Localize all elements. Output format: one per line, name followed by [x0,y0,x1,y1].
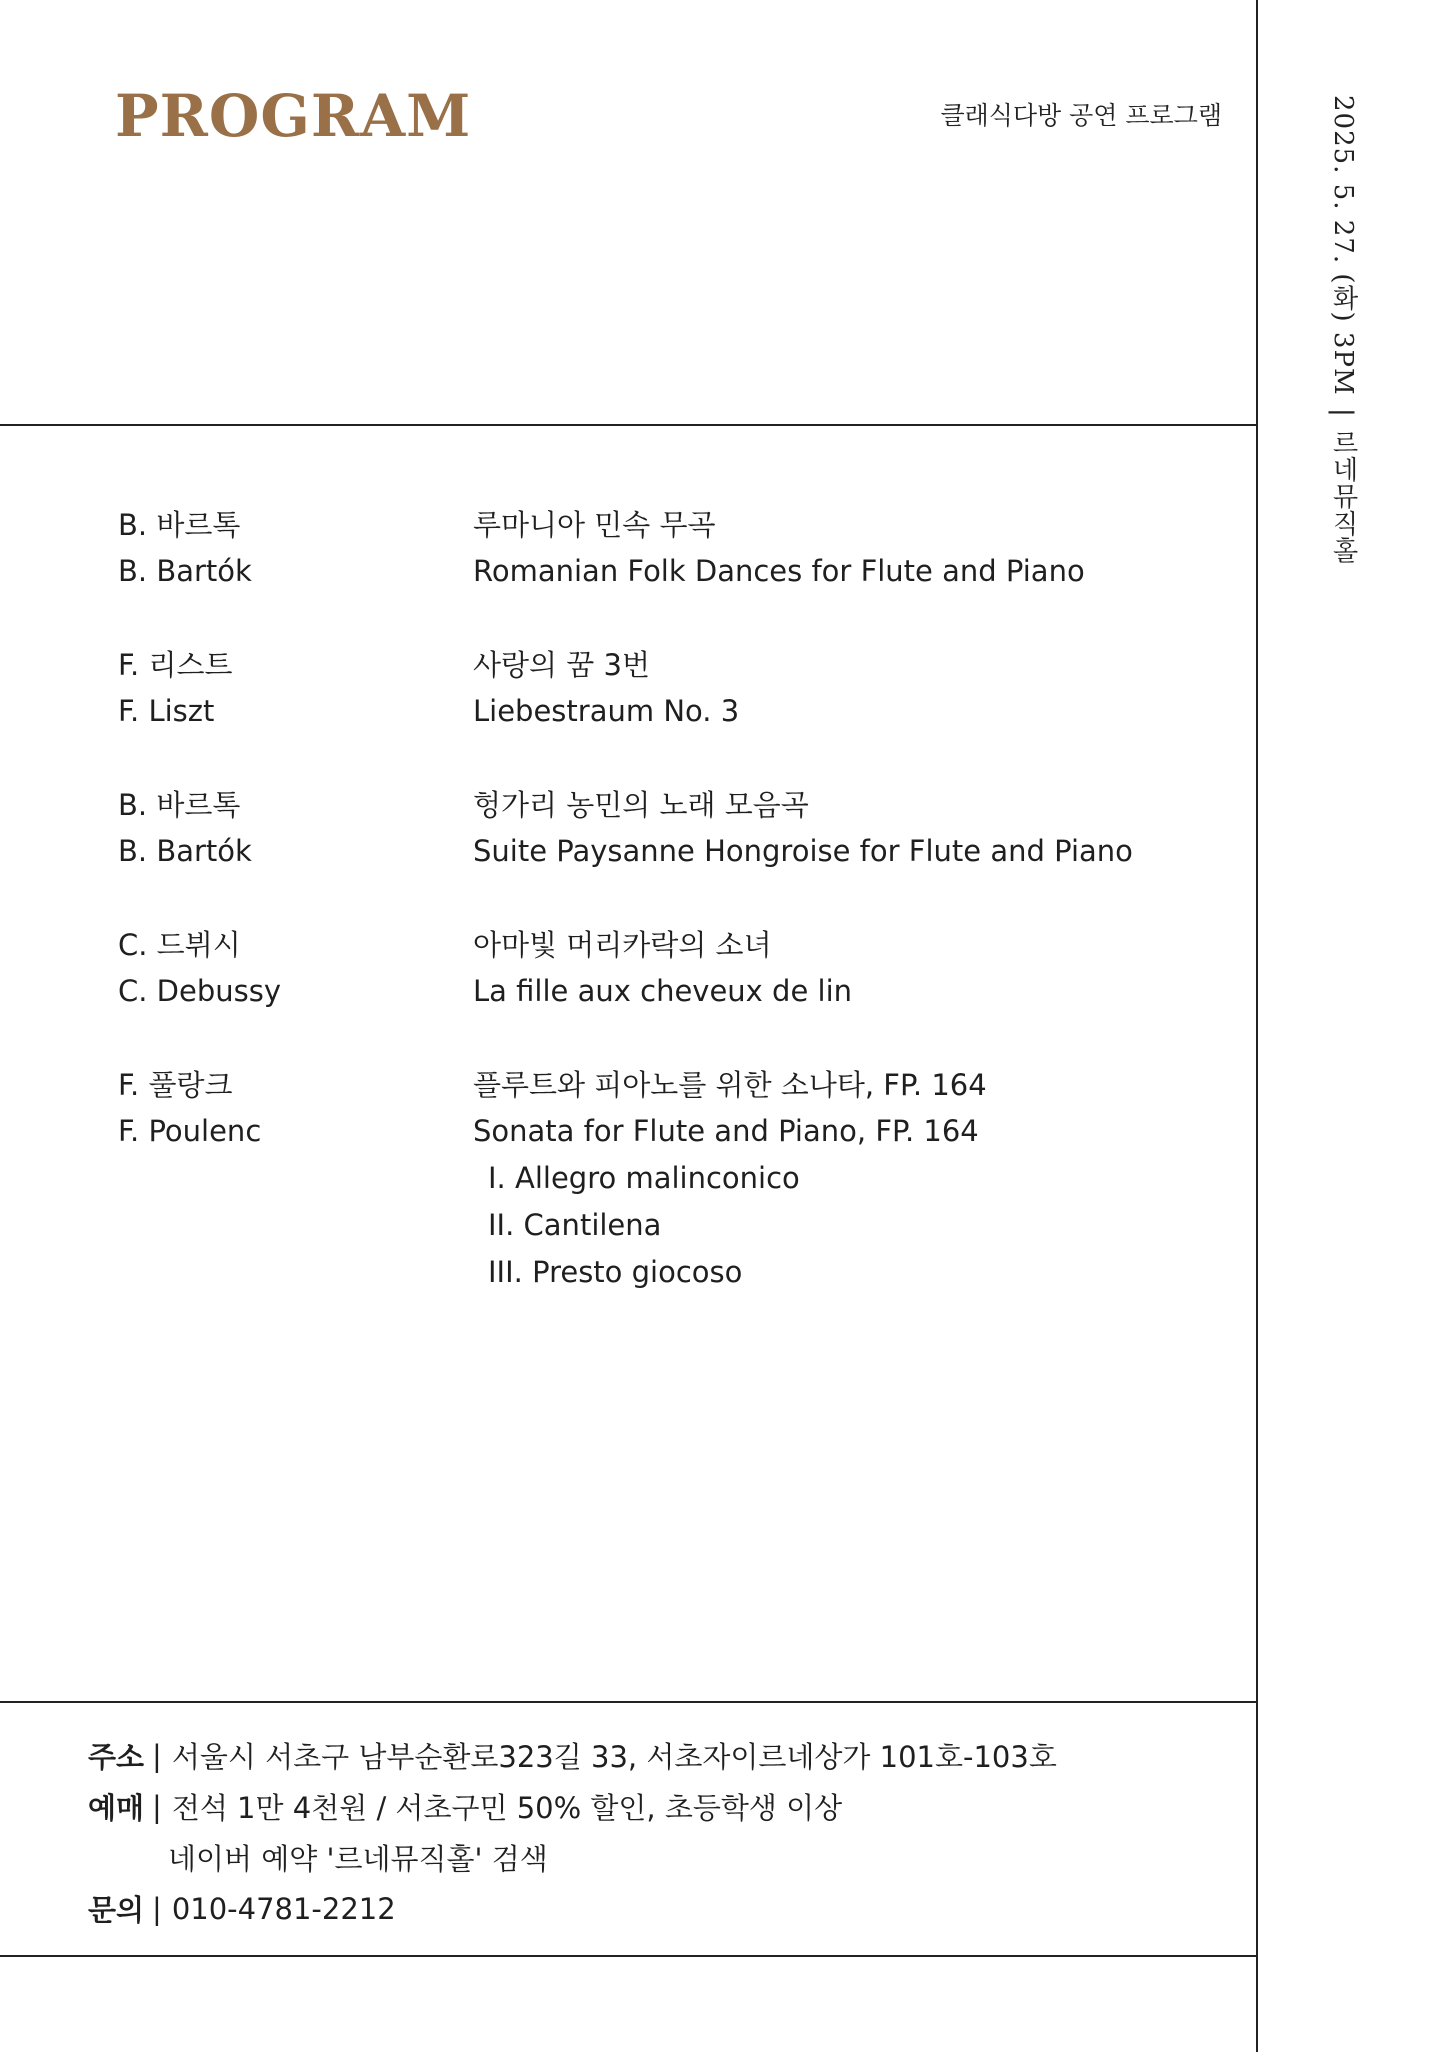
booking-note: 네이버 예약 '르네뮤직홀' 검색 [168,1842,548,1876]
address-row [88,1730,1057,1781]
program-item-3 [118,780,1238,874]
composer-en: F. Liszt [118,693,215,728]
contact-row [88,1883,1057,1934]
address-label: 주소 [88,1740,145,1774]
event-venue: 르네뮤직홀 [1328,429,1358,565]
composer-ko: B. 바르톡 [118,508,241,542]
movement-3: III. Presto giocoso [488,1254,743,1289]
event-separator: | [1328,407,1358,418]
page-title: PROGRAM [115,82,472,150]
pipe-separator: | [152,1738,162,1773]
composer-ko: B. 바르톡 [118,788,241,822]
pipe-separator: | [152,1789,162,1824]
program-item-4 [118,920,1238,1014]
program-item-2 [118,640,1238,734]
contact-value: 010-4781-2212 [171,1891,396,1926]
title-ko: 플루트와 피아노를 위한 소나타, FP. 164 [473,1068,987,1102]
address-value: 서울시 서초구 남부순환로323길 33, 서초자이르네상가 101호-103호 [171,1740,1057,1774]
program-list [118,500,1238,1341]
title-ko: 아마빛 머리카락의 소녀 [473,928,772,962]
composer-ko: F. 풀랑크 [118,1068,233,1102]
title-en: La fille aux cheveux de lin [473,973,853,1008]
program-item-5 [118,1060,1238,1295]
vertical-divider [1256,0,1258,2052]
composer-en: F. Poulenc [118,1113,262,1148]
booking-label: 예매 [88,1791,145,1825]
composer-ko: C. 드뷔시 [118,928,241,962]
title-ko: 헝가리 농민의 노래 모음곡 [473,788,809,822]
contact-label: 문의 [88,1893,145,1927]
title-en: Romanian Folk Dances for Flute and Piano [473,553,1085,588]
event-date: 2025. 5. 27. (화) 3PM [1328,95,1358,396]
booking-row [88,1781,1057,1832]
booking-note-row [88,1832,1057,1883]
composer-ko: F. 리스트 [118,648,233,682]
title-ko: 사랑의 꿈 3번 [473,648,650,682]
footer-bottom-divider [0,1955,1257,1957]
footer-top-divider [0,1701,1257,1703]
side-event-info [1325,95,1362,564]
title-ko: 루마니아 민속 무곡 [473,508,716,542]
title-en: Suite Paysanne Hongroise for Flute and Piano [473,833,1133,868]
pipe-separator: | [152,1891,162,1926]
program-item-1 [118,500,1238,594]
footer-info [88,1730,1057,1934]
booking-value: 전석 1만 4천원 / 서초구민 50% 할인, 초등학생 이상 [171,1791,843,1825]
composer-en: B. Bartók [118,833,252,868]
composer-en: B. Bartók [118,553,252,588]
movement-2: II. Cantilena [488,1207,662,1242]
header-divider [0,424,1257,426]
title-en: Sonata for Flute and Piano, FP. 164 [473,1113,979,1148]
composer-en: C. Debussy [118,973,282,1008]
movement-1: I. Allegro malinconico [488,1160,800,1195]
page-subtitle: 클래식다방 공연 프로그램 [940,101,1222,130]
title-en: Liebestraum No. 3 [473,693,740,728]
